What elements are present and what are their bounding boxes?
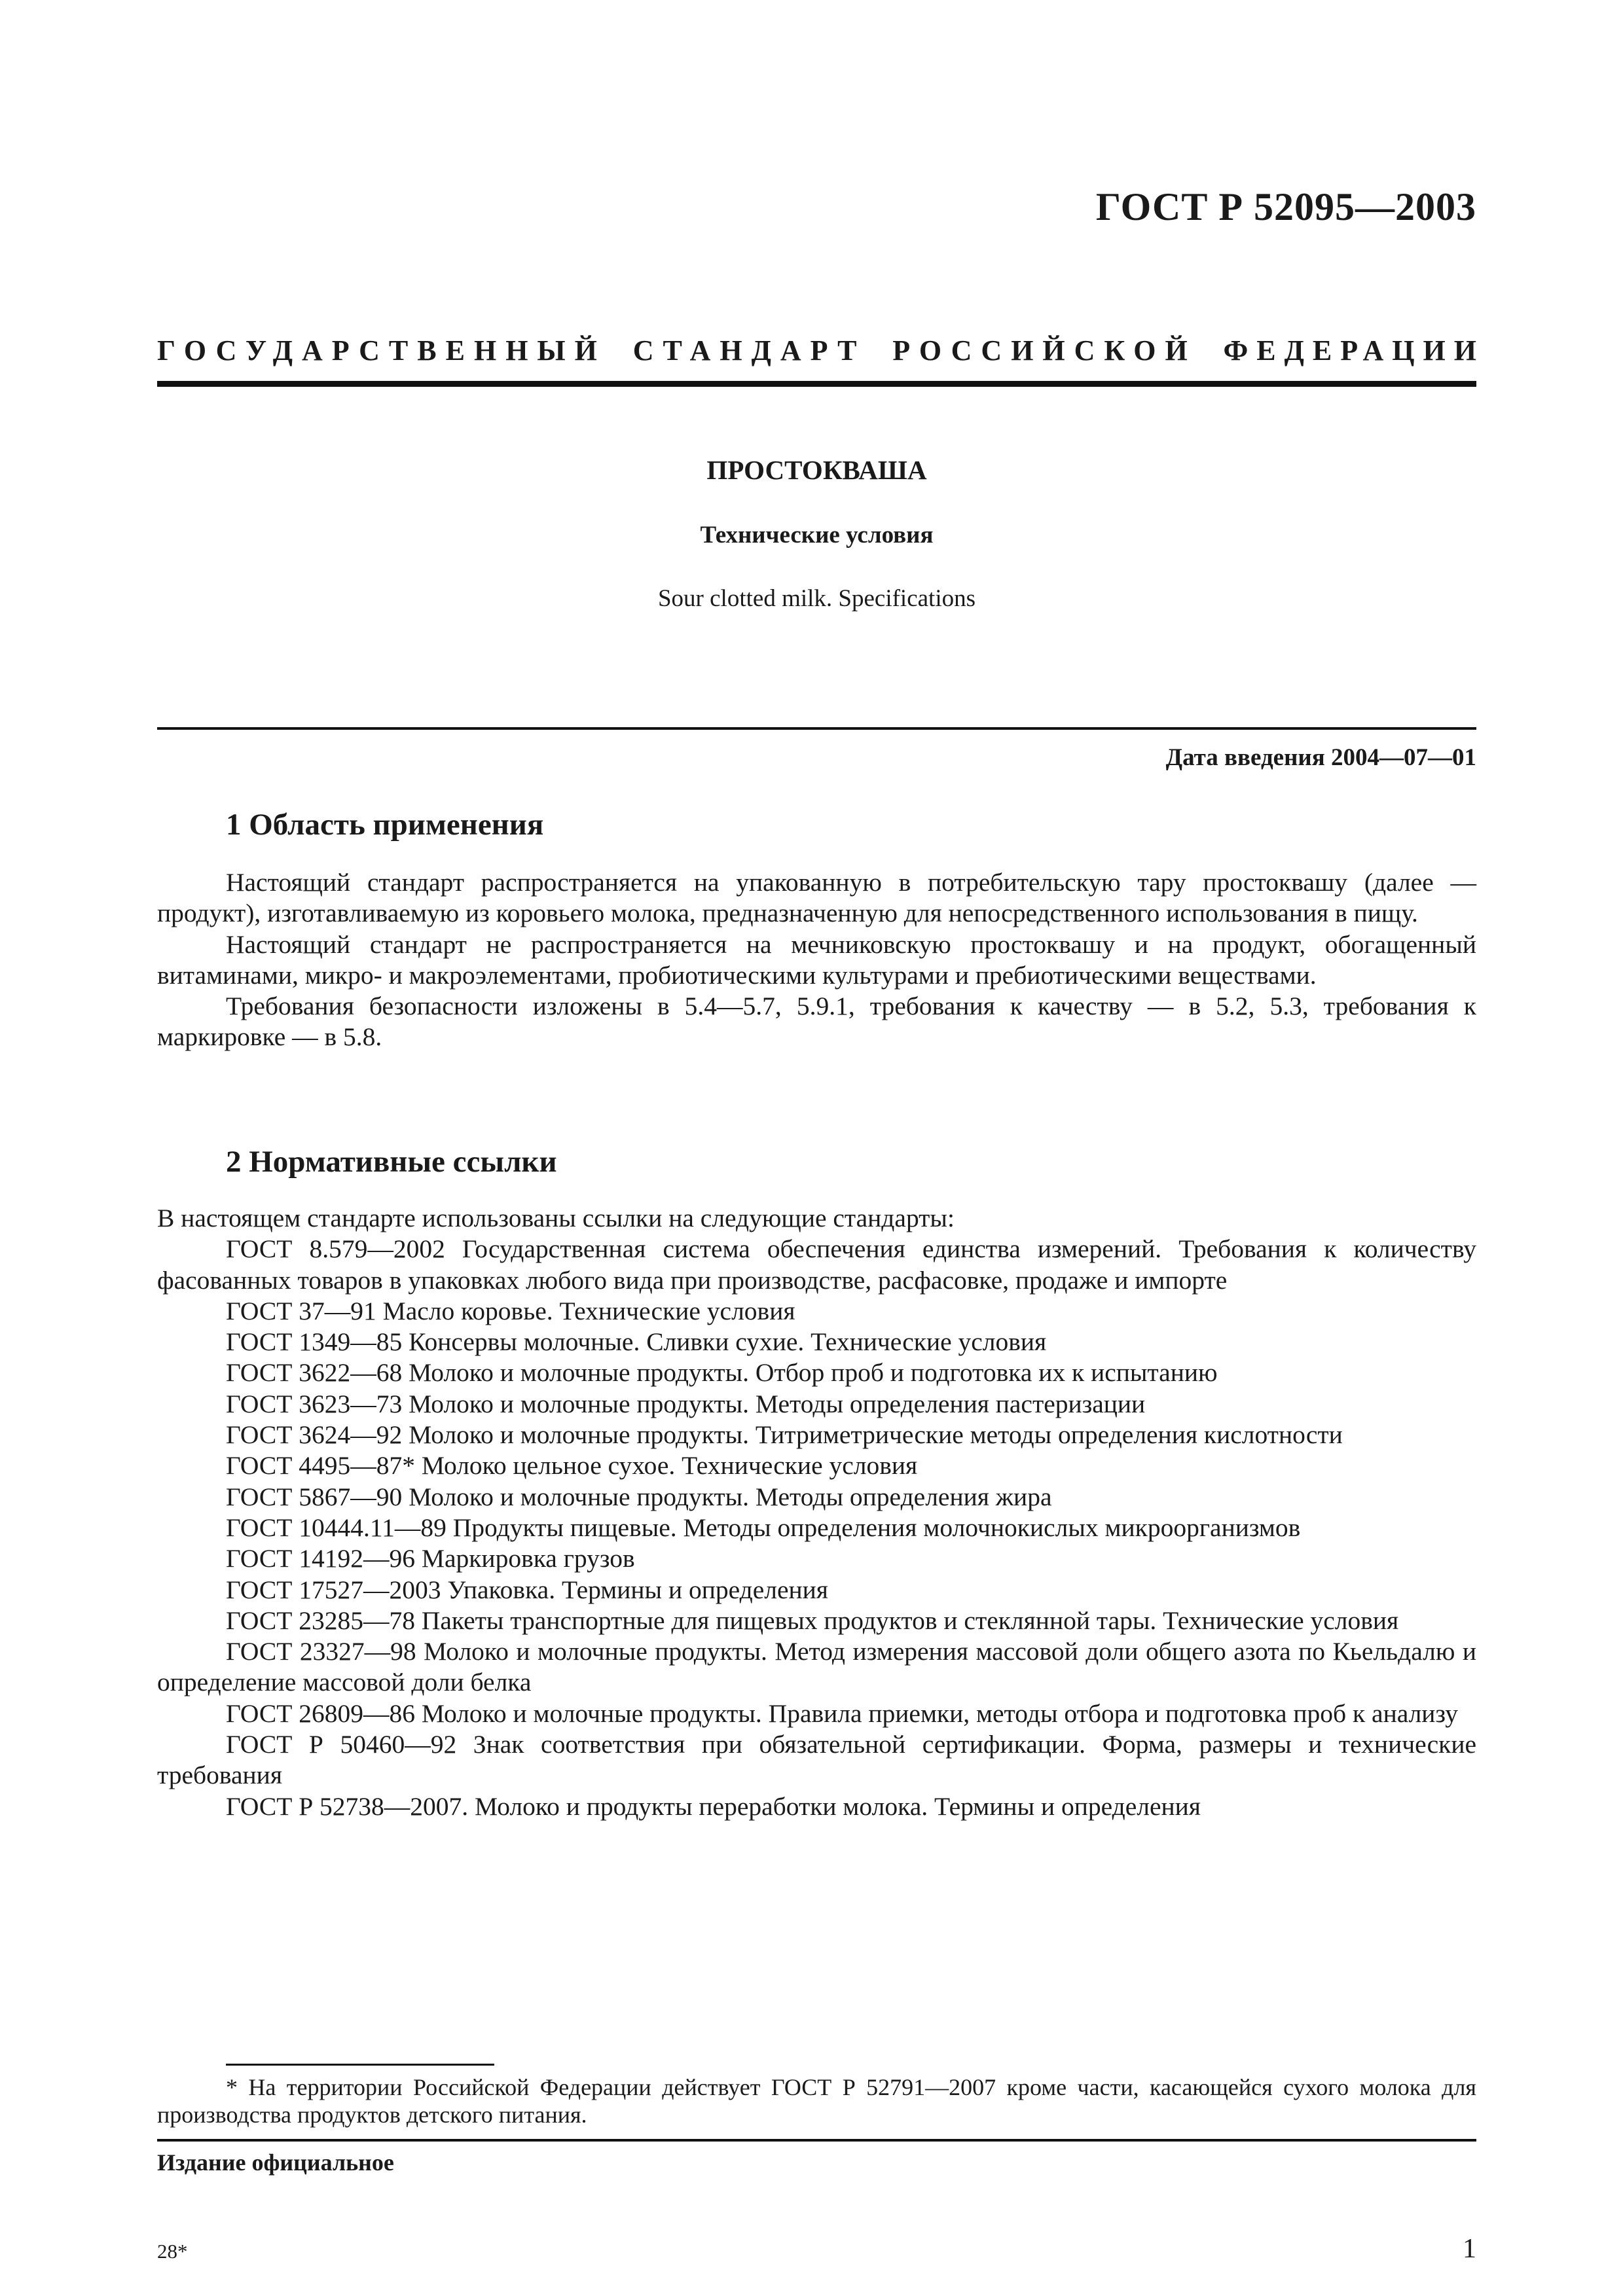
section-1-paragraph: Требования безопасности изложены в 5.4—5.7, 5.9.1, требования к качеству — в 5.2, 5.3, требования к маркировке — в 5.8.: [157, 992, 1476, 1052]
introduction-date: Дата введения 2004—07—01: [1165, 744, 1476, 771]
footnote-text: * На территории Российской Федерации действует ГОСТ Р 52791—2007 кроме части, касающейся сухого молока для производства продуктов детского питания.: [157, 2074, 1476, 2128]
reference-item: ГОСТ 4495—87* Молоко цельное сухое. Технические условия: [226, 1451, 918, 1480]
section-2-body: [157, 1203, 1476, 1822]
reference-item: ГОСТ 10444.11—89 Продукты пищевые. Методы определения молочнокислых микроорганизмов: [226, 1513, 1301, 1542]
issuing-agency-line: [157, 334, 1485, 367]
reference-item: ГОСТ Р 52738—2007. Молоко и продукты переработки молока. Термины и определения: [226, 1791, 1201, 1821]
document-title: ПРОСТОКВАША: [706, 455, 927, 485]
footnote-rule: [226, 2064, 494, 2066]
reference-item: ГОСТ 3624—92 Молоко и молочные продукты. Титриметрические методы определения кислотности: [226, 1420, 1343, 1450]
reference-item: ГОСТ 23285—78 Пакеты транспортные для пищевых продуктов и стеклянной тары. Технические условия: [226, 1605, 1399, 1635]
reference-item: ГОСТ 1349—85 Консервы молочные. Сливки сухие. Технические условия: [226, 1327, 1047, 1357]
reference-item: ГОСТ 3623—73 Молоко и молочные продукты. Методы определения пастеризации: [226, 1389, 1146, 1418]
agency-word: РОССИЙСКОЙ: [892, 334, 1197, 367]
footer-rule: [157, 2139, 1476, 2142]
agency-word: ГОСУДАРСТВЕННЫЙ: [157, 334, 606, 367]
english-title: Sour clotted milk. Specifications: [657, 585, 976, 612]
reference-item: ГОСТ 14192—96 Маркировка грузов: [226, 1544, 635, 1573]
reference-item: ГОСТ 26809—86 Молоко и молочные продукты. Правила приемки, методы отбора и подготовка проб к анализу: [226, 1698, 1458, 1728]
reference-item: ГОСТ 8.579—2002 Государственная система обеспечения единства измерений. Требования к количеству фасованных товаров в упаковках любого вида при производстве, расфасовке, продаже и импорте: [157, 1234, 1476, 1295]
reference-item: ГОСТ 5867—90 Молоко и молочные продукты. Методы определения жира: [226, 1482, 1052, 1511]
title-rule: [157, 727, 1476, 730]
section-1-body: [157, 867, 1476, 1053]
agency-word: ФЕДЕРАЦИИ: [1223, 334, 1485, 367]
reference-item: ГОСТ 23327—98 Молоко и молочные продукты. Метод измерения массовой доли общего азота по Кьельдалю и определение массовой доли белка: [157, 1637, 1476, 1697]
page-number: 1: [1463, 2234, 1476, 2264]
footnote: [157, 2073, 1476, 2128]
section-2-heading: 2 Нормативные ссылки: [226, 1145, 557, 1179]
references-intro: В настоящем стандарте использованы ссылки на следующие стандарты:: [157, 1204, 955, 1232]
section-1-paragraph: Настоящий стандарт распространяется на упакованную в потребительскую тару простоквашу (далее — продукт), изготавливаемую из коровьего молока, предназначенную для непосредственного использования в пищу.: [157, 868, 1476, 928]
agency-word: СТАНДАРТ: [632, 334, 866, 367]
section-1-paragraph: Настоящий стандарт не распространяется на мечниковскую простоквашу и на продукт, обогащенный витаминами, микро- и макроэлементами, пробиотическими культурами и пребиотическими веществами.: [157, 929, 1476, 990]
printer-signature-mark: 28*: [157, 2240, 188, 2263]
header-rule: [157, 381, 1476, 387]
document-subtitle: Технические условия: [700, 522, 934, 548]
reference-item: ГОСТ 3622—68 Молоко и молочные продукты. Отбор проб и подготовка их к испытанию: [226, 1358, 1218, 1388]
document-designation: ГОСТ Р 52095—2003: [1095, 185, 1476, 228]
edition-label: Издание официальное: [157, 2149, 394, 2176]
reference-item: ГОСТ 37—91 Масло коровье. Технические условия: [226, 1296, 795, 1325]
reference-item: ГОСТ 17527—2003 Упаковка. Термины и определения: [226, 1575, 828, 1604]
section-1-heading: 1 Область применения: [226, 808, 544, 842]
reference-item: ГОСТ Р 50460—92 Знак соответствия при обязательной сертификации. Форма, размеры и технические требования: [157, 1730, 1476, 1790]
